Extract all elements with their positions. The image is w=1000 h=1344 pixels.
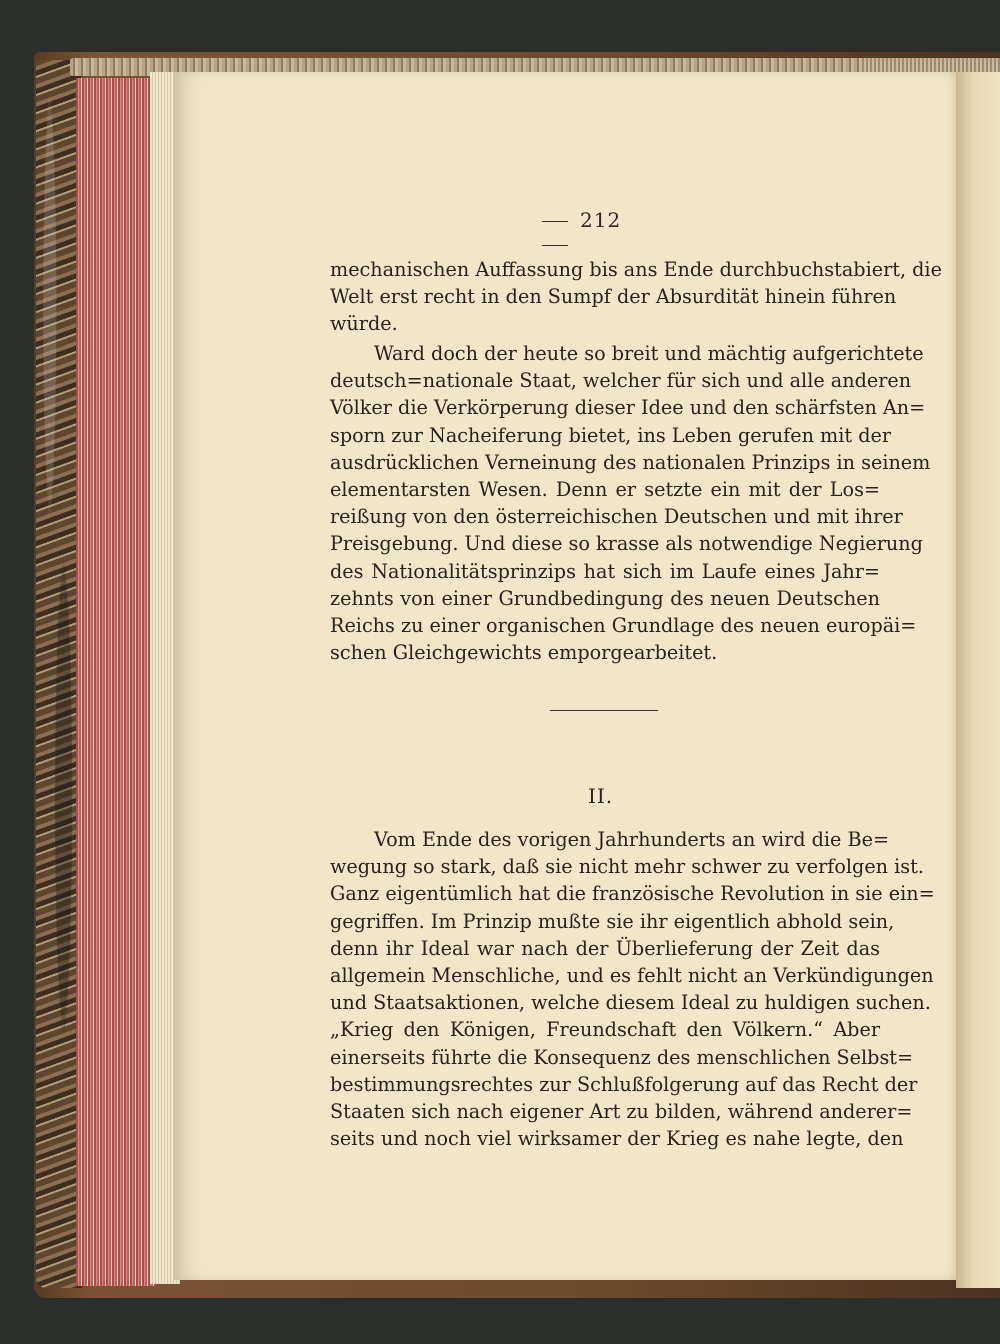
text-line: und Staatsaktionen, welche diesem Ideal zu huldigen suchen. — [330, 991, 931, 1015]
text-line: bestimmungsrechtes zur Schlußfolgerung auf das Recht der — [330, 1072, 918, 1096]
text-line: Vom Ende des vorigen Jahrhunderts an wird die Be= — [374, 828, 890, 851]
facing-page-edge — [956, 72, 1000, 1288]
text-line: zehnts von einer Grundbedingung des neuen Deutschen — [330, 586, 880, 610]
page-number — [530, 208, 670, 256]
text-line: reißung von den österreichischen Deutschen und mit ihrer — [330, 505, 903, 529]
text-line: gegriffen. Im Prinzip mußte sie ihr eigentlich abhold sein, — [330, 909, 895, 933]
text-line: „Krieg den Königen, Freundschaft den Völkern.“ Aber — [330, 1018, 880, 1042]
section-divider — [550, 710, 658, 711]
text-line: würde. — [330, 312, 398, 336]
text-line: allgemein Menschliche, und es fehlt nicht an Verkündigungen — [330, 964, 934, 988]
text-line: ausdrücklichen Verneinung des nationalen Prinzips in seinem — [330, 450, 931, 474]
text-line: einerseits führte die Konsequenz des menschlichen Selbst= — [330, 1045, 914, 1069]
text-line: elementarsten Wesen. Denn er setzte ein mit der Los= — [330, 478, 880, 502]
text-line: schen Gleichgewichts emporgearbeitet. — [330, 641, 718, 665]
text-line: Preisgebung. Und diese so krasse als notwendige Negierung — [330, 532, 923, 556]
text-line: denn ihr Ideal war nach der Überlieferung der Zeit das — [330, 936, 880, 960]
paragraph-1 — [330, 256, 942, 338]
page-block-edge — [76, 78, 156, 1286]
section-heading: II. — [588, 784, 614, 808]
text-line: des Nationalitätsprinzips hat sich im Laufe eines Jahr= — [330, 559, 880, 583]
text-line: deutsch=nationale Staat, welcher für sich und alle anderen — [330, 369, 912, 393]
text-line: mechanischen Auffassung bis ans Ende durchbuchstabiert, die — [330, 258, 942, 281]
text-line: wegung so stark, daß sie nicht mehr schwer zu verfolgen ist. — [330, 855, 924, 879]
page-number-dash-right — [542, 245, 568, 246]
text-line: Reichs zu einer organischen Grundlage des neuen europäi= — [330, 614, 917, 638]
text-line: Welt erst recht in den Sumpf der Absurdität hinein führen — [330, 285, 897, 309]
page-number-text: 212 — [580, 208, 622, 232]
paragraph-2 — [330, 340, 931, 666]
page-number-dash-left — [542, 221, 568, 222]
text-line: Ward doch der heute so breit und mächtig aufgerichtete — [374, 342, 924, 365]
text-line: Ganz eigentümlich hat die französische Revolution in sie ein= — [330, 882, 935, 906]
text-line: seits und noch viel wirksamer der Krieg es nahe legte, den — [330, 1127, 904, 1151]
text-line: Staaten sich nach eigener Art zu bilden, während anderer= — [330, 1100, 913, 1124]
text-line: sporn zur Nacheiferung bietet, ins Leben gerufen mit der — [330, 423, 892, 447]
text-line: Völker die Verkörperung dieser Idee und den schärfsten An= — [330, 396, 926, 420]
paragraph-3 — [330, 826, 935, 1152]
